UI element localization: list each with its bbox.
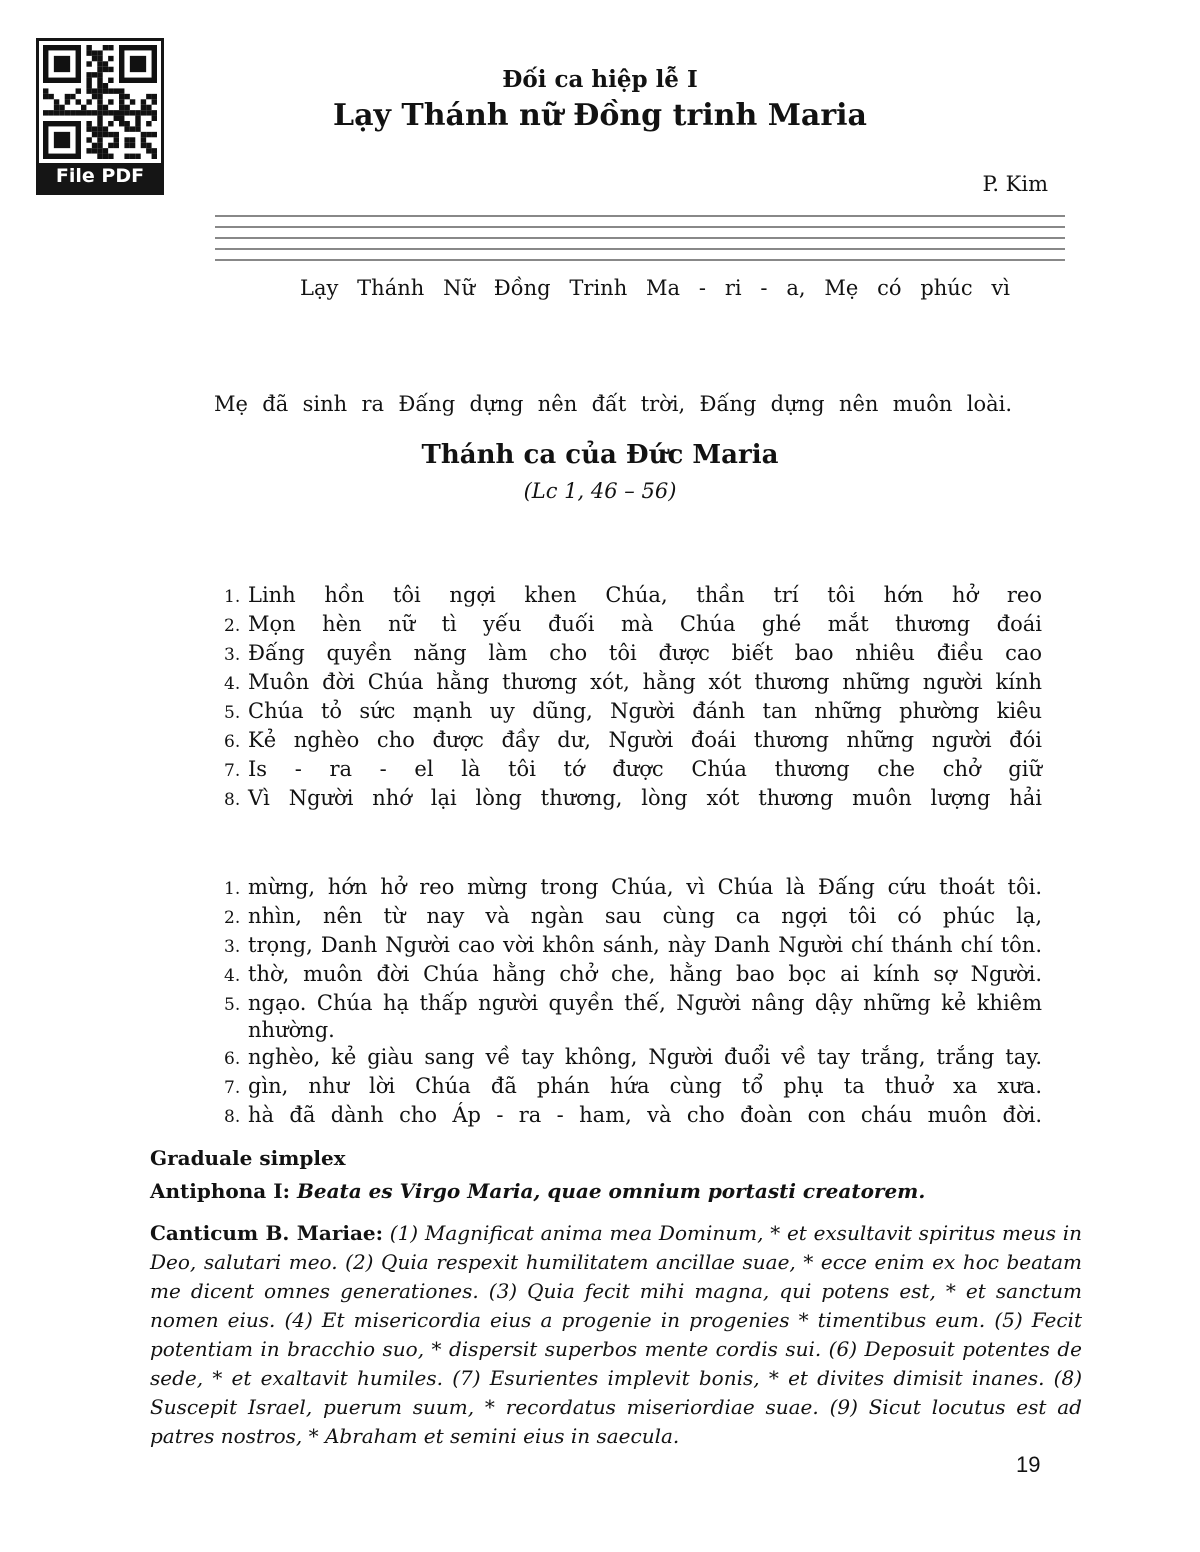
verse-text: Linh hồn tôi ngợi khen Chúa, thần trí tôi hớn hở reo	[248, 583, 1042, 607]
verse-line	[224, 640, 1042, 669]
section-subtitle: Đối ca hiệp lễ I	[502, 66, 698, 93]
verse-block-1	[224, 582, 1042, 814]
verse-text: nhìn, nên từ nay và ngàn sau cùng ca ngợi tôi có phúc lạ,	[248, 904, 1042, 928]
verse-number: 6.	[224, 1049, 241, 1069]
verse-number: 5.	[224, 703, 241, 723]
verse-text: Chúa tỏ sức mạnh uy dũng, Người đánh tan những phường kiêu	[248, 699, 1042, 723]
verse-text: Đấng quyền năng làm cho tôi được biết bao nhiêu điều cao	[248, 641, 1042, 665]
verse-number: 8.	[224, 1107, 241, 1127]
verse-line	[224, 874, 1042, 903]
verse-number: 2.	[224, 908, 241, 928]
source-title: Graduale simplex	[150, 1146, 346, 1170]
verse-line	[224, 932, 1042, 961]
antiphona-text: Beata es Virgo Maria, quae omnium portasti creatorem.	[296, 1179, 926, 1203]
verse-text: Kẻ nghèo cho được đầy dư, Người đoái thương những người đói	[248, 728, 1042, 752]
lyrics-line-2: Mẹ đã sinh ra Đấng dựng nên đất trời, Đấng dựng nên muôn loài.	[214, 392, 1012, 416]
composer-name: P. Kim	[982, 172, 1048, 196]
verse-line	[224, 727, 1042, 756]
verse-text: Mọn hèn nữ tì yếu đuối mà Chúa ghé mắt thương đoái	[248, 612, 1042, 636]
lyrics-line-1: Lạy Thánh Nữ Đồng Trinh Ma - ri - a, Mẹ có phúc vì	[300, 276, 1010, 300]
verse-number: 6.	[224, 732, 241, 752]
music-staff-2	[158, 320, 1065, 402]
verse-text: gìn, như lời Chúa đã phán hứa cùng tổ phụ ta thuở xa xưa.	[248, 1074, 1042, 1098]
verse-line	[224, 961, 1042, 990]
music-staff-1	[215, 196, 1065, 276]
page-number: 19	[1016, 1452, 1041, 1477]
verse-number: 3.	[224, 937, 241, 957]
verse-line	[224, 669, 1042, 698]
verse-number: 4.	[224, 674, 241, 694]
verse-number: 1.	[224, 587, 241, 607]
verse-number: 8.	[224, 790, 241, 810]
verse-number: 3.	[224, 645, 241, 665]
verse-line	[224, 611, 1042, 640]
verse-text: mừng, hớn hở reo mừng trong Chúa, vì Chúa là Đấng cứu thoát tôi.	[248, 875, 1042, 899]
page-title: Lạy Thánh nữ Đồng trinh Maria	[333, 98, 867, 133]
verse-line	[224, 756, 1042, 785]
canticum-label: Canticum B. Mariae:	[150, 1221, 384, 1245]
verse-line	[224, 582, 1042, 611]
verse-line	[224, 990, 1042, 1044]
canticle-heading: Thánh ca của Đức Maria	[421, 440, 779, 470]
scripture-reference: (Lc 1, 46 – 56)	[523, 479, 677, 503]
verse-line	[224, 698, 1042, 727]
verse-number: 2.	[224, 616, 241, 636]
verse-number: 4.	[224, 966, 241, 986]
verse-block-2	[224, 874, 1042, 1131]
verse-line	[224, 1073, 1042, 1102]
canticum-text: (1) Magnificat anima mea Dominum, * et exsultavit spiritus meus in Deo, salutari meo. (2) Quia respexit humilitatem ancillae suae, * ecce enim ex hoc beatam me dicent omnes generationes. (3) Quia fecit mihi magna, qui potens est, * et sanctum nomen eius. (4) Et misericordia eius a progenie in progenies * timentibus eum. (5) Fecit potentiam in bracchio suo, * dispersit superbos mente cordis sui. (6) Deposuit potentes de sede, * et exaltavit humiles. (7) Esurientes implevit bonis, * et divites dimisit inanes. (8) Suscepit Israel, puerum suum, * recordatus miseriordiae suae. (9) Sicut locutus est ad patres nostros, * Abraham et semini eius in saecula.	[150, 1221, 1082, 1448]
verse-line	[224, 1044, 1042, 1073]
verse-text: hà đã dành cho Áp - ra - ham, và cho đoàn con cháu muôn đời.	[248, 1103, 1042, 1127]
verse-number: 7.	[224, 761, 241, 781]
verse-text: thờ, muôn đời Chúa hằng chở che, hằng bao bọc ai kính sợ Người.	[248, 962, 1042, 986]
verse-number: 1.	[224, 879, 241, 899]
canticum-paragraph	[150, 1219, 1082, 1451]
music-staff-4	[150, 798, 1065, 876]
verse-text: nghèo, kẻ giàu sang về tay không, Người đuổi về tay trắng, trắng tay.	[248, 1045, 1042, 1069]
verse-text: Muôn đời Chúa hằng thương xót, hằng xót thương những người kính	[248, 670, 1042, 694]
antiphona-line	[150, 1179, 1082, 1203]
latin-footnote	[150, 1146, 1082, 1451]
antiphona-label: Antiphona I:	[150, 1179, 290, 1203]
music-staff-3	[155, 506, 1060, 582]
verse-text: trọng, Danh Người cao vời khôn sánh, này Danh Người chí thánh chí tôn.	[248, 933, 1042, 957]
verse-text: Is - ra - el là tôi tớ được Chúa thương che chở giữ	[248, 757, 1042, 781]
verse-text: ngạo. Chúa hạ thấp người quyền thế, Người nâng dậy những kẻ khiêm nhường.	[248, 991, 1042, 1042]
qr-code-label: File PDF	[39, 163, 161, 192]
verse-line	[224, 903, 1042, 932]
verse-number: 7.	[224, 1078, 241, 1098]
verse-number: 5.	[224, 995, 241, 1015]
verse-text: Vì Người nhớ lại lòng thương, lòng xót thương muôn lượng hải	[248, 786, 1042, 810]
verse-line	[224, 1102, 1042, 1131]
